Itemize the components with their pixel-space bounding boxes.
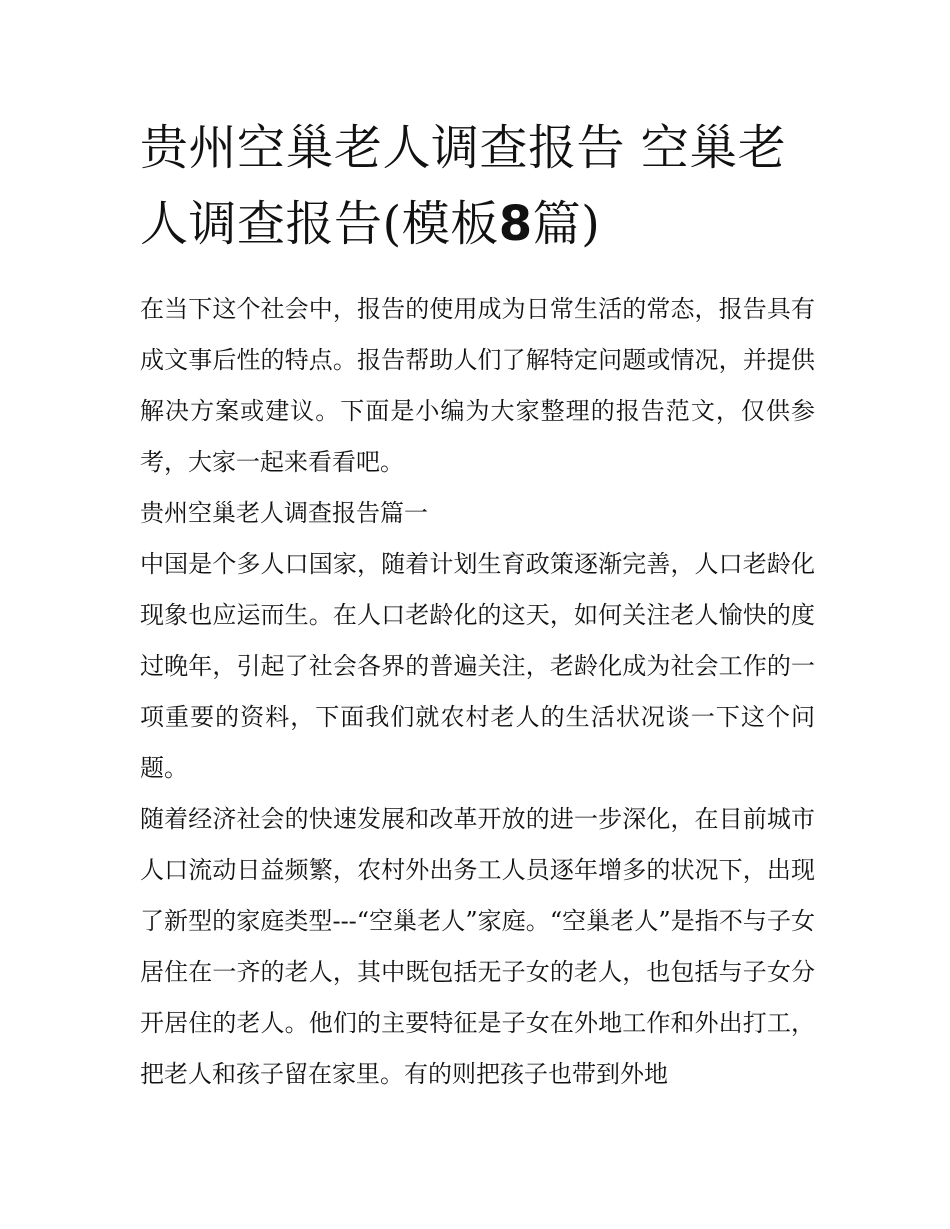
title-suffix: 篇) [532, 196, 601, 252]
document-body [140, 284, 815, 1100]
body-paragraph: 随着经济社会的快速发展和改革开放的进一步深化，在目前城市人口流动日益频繁，农村外出务工人员逐年增多的状况下，出现了新型的家庭类型---“空巢老人”家庭。“空巢老人”是指不与子女居住在一齐的老人，其中既包括无子女的老人，也包括与子女分开居住的老人。他们的主要特征是子女在外地工作和外出打工，把老人和孩子留在家里。有的则把孩子也带到外地 [140, 805, 815, 1088]
title-text: 贵州空巢老人调查报告 空巢老人调查报告(模板 [140, 120, 787, 252]
document-page [140, 110, 815, 1100]
document-title [140, 110, 815, 262]
intro-paragraph: 在当下这个社会中，报告的使用成为日常生活的常态，报告具有成文事后性的特点。报告帮助人们了解特定问题或情况，并提供解决方案或建议。下面是小编为大家整理的报告范文，仅供参考，大家一起来看看吧。 [140, 295, 815, 476]
section-heading: 贵州空巢老人调查报告篇一 [140, 499, 428, 527]
body-paragraph: 中国是个多人口国家，随着计划生育政策逐渐完善，人口老龄化现象也应运而生。在人口老龄化的这天，如何关注老人愉快的度过晚年，引起了社会各界的普遍关注，老龄化成为社会工作的一项重要的资料，下面我们就农村老人的生活状况谈一下这个问题。 [140, 550, 815, 782]
title-number: 8 [498, 196, 533, 252]
